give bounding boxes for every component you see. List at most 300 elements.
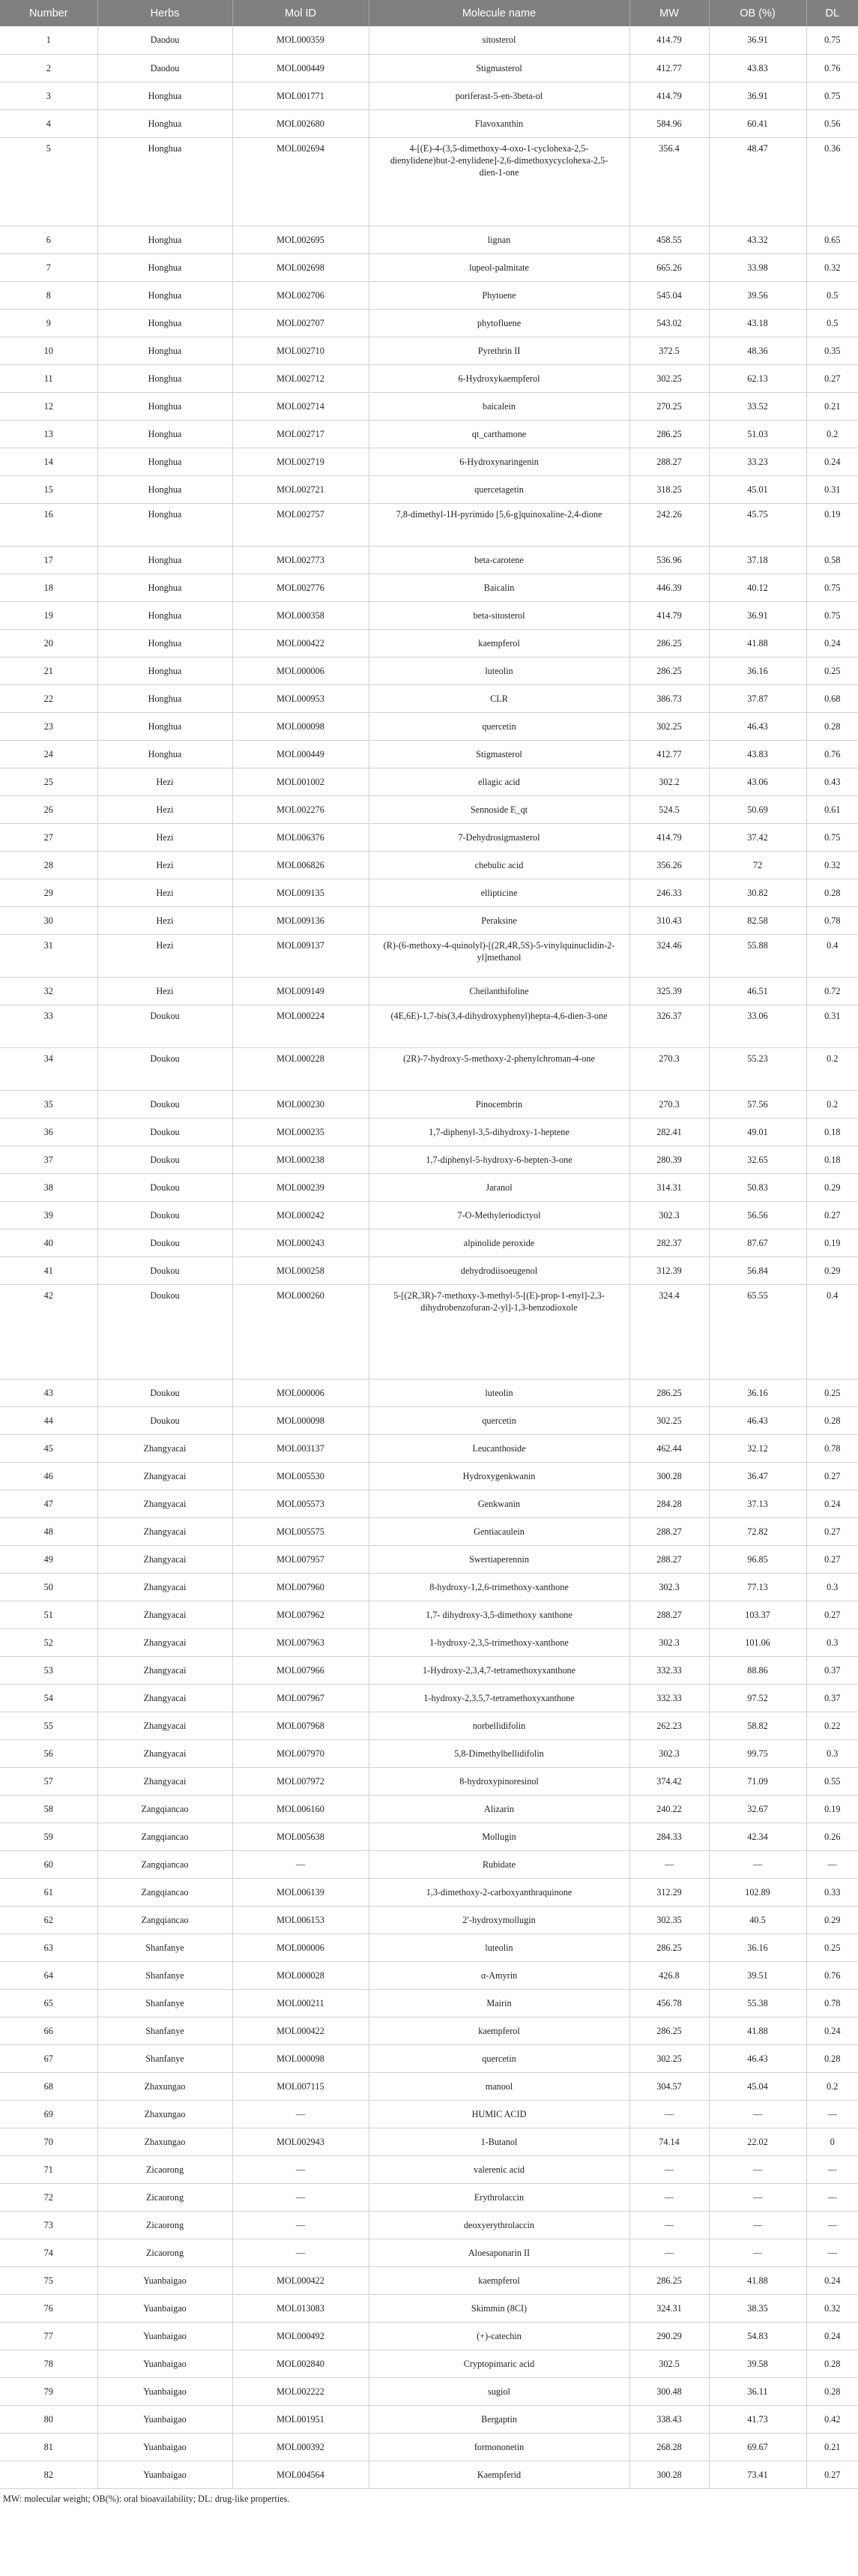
cell-mol-id: MOL002719	[232, 448, 369, 475]
cell-molecule-name: 7-O-Methyleriodictyol	[369, 1201, 629, 1229]
cell-mw: 286.25	[629, 1379, 709, 1406]
cell-molecule-name: 7,8-dimethyl-1H-pyrimido [5,6-g]quinoxaline-2,4-dione	[369, 503, 629, 546]
cell-mw: 302.3	[629, 1739, 709, 1767]
cell-mol-id: MOL009149	[232, 977, 369, 1005]
cell-herb: Zhangyacai	[97, 1517, 232, 1545]
cell-molecule-name: Genkwanin	[369, 1490, 629, 1517]
cell-mol-id: MOL000358	[232, 601, 369, 629]
cell-herb: Hezi	[97, 823, 232, 851]
cell-dl: 0.32	[806, 253, 858, 281]
table-row	[0, 109, 858, 137]
cell-dl: 0.24	[806, 1490, 858, 1517]
cell-molecule-name: quercetin	[369, 712, 629, 740]
cell-mol-id: —	[232, 2183, 369, 2211]
cell-herb: Honghua	[97, 226, 232, 253]
table-row	[0, 226, 858, 253]
cell-mw: 300.28	[629, 1462, 709, 1490]
cell-mw: 338.43	[629, 2405, 709, 2433]
table-row	[0, 2266, 858, 2294]
cell-ob: 33.98	[709, 253, 806, 281]
cell-mw: 288.27	[629, 1545, 709, 1573]
cell-number: 1	[0, 26, 97, 54]
cell-ob: 82.58	[709, 906, 806, 934]
cell-number: 82	[0, 2461, 97, 2488]
table-row	[0, 1090, 858, 1118]
cell-dl: 0.68	[806, 684, 858, 712]
cell-mw: 262.23	[629, 1712, 709, 1739]
cell-herb: Doukou	[97, 1005, 232, 1047]
cell-dl: 0.36	[806, 137, 858, 226]
cell-dl: 0.4	[806, 1284, 858, 1379]
cell-dl: 0	[806, 2128, 858, 2155]
cell-herb: Daodou	[97, 54, 232, 82]
table-row	[0, 2377, 858, 2405]
cell-herb: Yuanbaigao	[97, 2405, 232, 2433]
cell-ob: 38.35	[709, 2294, 806, 2322]
cell-mw: 268.28	[629, 2433, 709, 2461]
cell-dl: 0.29	[806, 1173, 858, 1201]
cell-mol-id: MOL000098	[232, 1406, 369, 1434]
cell-molecule-name: Peraksine	[369, 906, 629, 934]
cell-number: 57	[0, 1767, 97, 1795]
cell-mol-id: MOL006376	[232, 823, 369, 851]
cell-herb: Yuanbaigao	[97, 2322, 232, 2350]
cell-dl: 0.25	[806, 657, 858, 684]
table-row	[0, 1878, 858, 1906]
cell-number: 54	[0, 1684, 97, 1712]
cell-dl: 0.32	[806, 2294, 858, 2322]
header-herb: Herbs	[97, 0, 232, 26]
cell-herb: Doukou	[97, 1284, 232, 1379]
cell-ob: 43.06	[709, 768, 806, 795]
cell-dl: —	[806, 2155, 858, 2183]
cell-herb: Zicaorong	[97, 2155, 232, 2183]
cell-mol-id: MOL000422	[232, 2017, 369, 2044]
cell-number: 33	[0, 1005, 97, 1047]
cell-ob: 30.82	[709, 879, 806, 906]
cell-ob: 39.56	[709, 281, 806, 309]
cell-mol-id: MOL003137	[232, 1434, 369, 1462]
cell-ob: 102.89	[709, 1878, 806, 1906]
cell-dl: 0.75	[806, 574, 858, 601]
cell-herb: Yuanbaigao	[97, 2377, 232, 2405]
cell-molecule-name: 1-Butanol	[369, 2128, 629, 2155]
cell-ob: 43.83	[709, 54, 806, 82]
cell-molecule-name: 5,8-Dimethylbellidifolin	[369, 1739, 629, 1767]
cell-ob: 32.12	[709, 1434, 806, 1462]
cell-ob: 87.67	[709, 1229, 806, 1257]
cell-ob: 41.88	[709, 2017, 806, 2044]
cell-herb: Zhangyacai	[97, 1490, 232, 1517]
table-row	[0, 2350, 858, 2377]
cell-molecule-name: Sennoside E_qt	[369, 795, 629, 823]
cell-mol-id: MOL007972	[232, 1767, 369, 1795]
cell-herb: Honghua	[97, 503, 232, 546]
cell-ob: 41.88	[709, 2266, 806, 2294]
cell-dl: 0.76	[806, 54, 858, 82]
cell-herb: Zhaxungao	[97, 2072, 232, 2100]
cell-molecule-name: 6-Hydroxynaringenin	[369, 448, 629, 475]
cell-herb: Zangqiancao	[97, 1878, 232, 1906]
cell-mol-id: MOL000492	[232, 2322, 369, 2350]
cell-molecule-name: lignan	[369, 226, 629, 253]
cell-mw: 302.2	[629, 768, 709, 795]
cell-ob: 32.67	[709, 1795, 806, 1823]
cell-mol-id: MOL002714	[232, 392, 369, 420]
table-row	[0, 26, 858, 54]
cell-ob: 43.32	[709, 226, 806, 253]
cell-mw: 74.14	[629, 2128, 709, 2155]
cell-herb: Honghua	[97, 109, 232, 137]
cell-mw: 270.25	[629, 392, 709, 420]
cell-dl: 0.2	[806, 420, 858, 448]
cell-mw: 386.73	[629, 684, 709, 712]
cell-mol-id: MOL013083	[232, 2294, 369, 2322]
cell-mol-id: MOL001771	[232, 82, 369, 109]
cell-herb: Doukou	[97, 1201, 232, 1229]
table-row	[0, 795, 858, 823]
cell-molecule-name: Jaranol	[369, 1173, 629, 1201]
cell-ob: 72.82	[709, 1517, 806, 1545]
cell-herb: Zhangyacai	[97, 1601, 232, 1628]
cell-ob: 56.56	[709, 1201, 806, 1229]
cell-herb: Hezi	[97, 977, 232, 1005]
table-row	[0, 1257, 858, 1284]
cell-number: 72	[0, 2183, 97, 2211]
cell-molecule-name: 1,7-diphenyl-5-hydroxy-6-hepten-3-one	[369, 1146, 629, 1173]
cell-herb: Shanfanye	[97, 1933, 232, 1961]
cell-mol-id: MOL009135	[232, 879, 369, 906]
cell-mw: 240.22	[629, 1795, 709, 1823]
cell-mol-id: MOL000242	[232, 1201, 369, 1229]
cell-mw: 414.79	[629, 601, 709, 629]
cell-mol-id: MOL005573	[232, 1490, 369, 1517]
cell-herb: Zhangyacai	[97, 1767, 232, 1795]
cell-mw: 300.48	[629, 2377, 709, 2405]
cell-number: 36	[0, 1118, 97, 1146]
cell-herb: Hezi	[97, 934, 232, 977]
cell-molecule-name: 6-Hydroxykaempferol	[369, 364, 629, 392]
table-row	[0, 1850, 858, 1878]
cell-molecule-name: sugiol	[369, 2377, 629, 2405]
cell-mw: 414.79	[629, 82, 709, 109]
cell-number: 35	[0, 1090, 97, 1118]
cell-dl: 0.5	[806, 281, 858, 309]
cell-molecule-name: Cheilanthifoline	[369, 977, 629, 1005]
cell-mw: 302.25	[629, 2044, 709, 2072]
cell-mw: 302.25	[629, 712, 709, 740]
cell-mol-id: MOL001951	[232, 2405, 369, 2433]
cell-ob: 71.09	[709, 1767, 806, 1795]
cell-number: 52	[0, 1628, 97, 1656]
cell-ob: 36.91	[709, 82, 806, 109]
cell-mol-id: MOL006826	[232, 851, 369, 879]
cell-mol-id: MOL002943	[232, 2128, 369, 2155]
table-row	[0, 977, 858, 1005]
table-row	[0, 1406, 858, 1434]
cell-molecule-name: quercetin	[369, 2044, 629, 2072]
cell-mol-id: MOL000258	[232, 1257, 369, 1284]
table-row	[0, 546, 858, 574]
cell-molecule-name: Pyrethrin II	[369, 337, 629, 364]
cell-dl: 0.31	[806, 475, 858, 503]
cell-mw: —	[629, 2155, 709, 2183]
cell-mw: 284.28	[629, 1490, 709, 1517]
cell-herb: Honghua	[97, 657, 232, 684]
table-row	[0, 2128, 858, 2155]
cell-molecule-name: quercetin	[369, 1406, 629, 1434]
cell-mol-id: MOL000235	[232, 1118, 369, 1146]
cell-dl: 0.75	[806, 601, 858, 629]
cell-ob: 62.13	[709, 364, 806, 392]
cell-number: 4	[0, 109, 97, 137]
table-row	[0, 1462, 858, 1490]
cell-molecule-name: 1-hydroxy-2,3,5,7-tetramethoxyxanthone	[369, 1684, 629, 1712]
cell-number: 13	[0, 420, 97, 448]
cell-mw: 302.3	[629, 1201, 709, 1229]
cell-dl: —	[806, 1850, 858, 1878]
cell-number: 50	[0, 1573, 97, 1601]
table-row	[0, 2183, 858, 2211]
cell-ob: 58.82	[709, 1712, 806, 1739]
cell-dl: 0.24	[806, 629, 858, 657]
table-row	[0, 823, 858, 851]
cell-mw: 302.3	[629, 1628, 709, 1656]
cell-molecule-name: Hydroxygenkwanin	[369, 1462, 629, 1490]
cell-dl: 0.18	[806, 1118, 858, 1146]
table-row	[0, 1229, 858, 1257]
cell-mw: 446.39	[629, 574, 709, 601]
cell-number: 24	[0, 740, 97, 768]
cell-number: 11	[0, 364, 97, 392]
cell-ob: 54.83	[709, 2322, 806, 2350]
cell-herb: Zhangyacai	[97, 1739, 232, 1767]
cell-herb: Zhaxungao	[97, 2100, 232, 2128]
cell-mol-id: MOL005530	[232, 1462, 369, 1490]
cell-herb: Zhangyacai	[97, 1628, 232, 1656]
header-row	[0, 0, 858, 26]
cell-herb: Zangqiancao	[97, 1906, 232, 1933]
cell-ob: 22.02	[709, 2128, 806, 2155]
cell-dl: —	[806, 2183, 858, 2211]
cell-dl: 0.27	[806, 2461, 858, 2488]
cell-ob: 40.5	[709, 1906, 806, 1933]
cell-number: 32	[0, 977, 97, 1005]
table-row	[0, 1545, 858, 1573]
cell-number: 40	[0, 1229, 97, 1257]
cell-mol-id: MOL007968	[232, 1712, 369, 1739]
cell-ob: 65.55	[709, 1284, 806, 1379]
cell-molecule-name: CLR	[369, 684, 629, 712]
cell-mol-id: MOL005575	[232, 1517, 369, 1545]
cell-mol-id: MOL000224	[232, 1005, 369, 1047]
cell-herb: Honghua	[97, 137, 232, 226]
cell-dl: 0.55	[806, 1767, 858, 1795]
cell-mol-id: MOL004564	[232, 2461, 369, 2488]
cell-dl: 0.25	[806, 1379, 858, 1406]
cell-number: 56	[0, 1739, 97, 1767]
cell-herb: Doukou	[97, 1406, 232, 1434]
cell-number: 55	[0, 1712, 97, 1739]
cell-mol-id: MOL000006	[232, 657, 369, 684]
cell-mw: 314.31	[629, 1173, 709, 1201]
cell-molecule-name: Stigmasterol	[369, 740, 629, 768]
cell-mol-id: MOL002695	[232, 226, 369, 253]
cell-mw: —	[629, 1850, 709, 1878]
cell-herb: Honghua	[97, 420, 232, 448]
table-row	[0, 1823, 858, 1850]
cell-number: 71	[0, 2155, 97, 2183]
cell-number: 63	[0, 1933, 97, 1961]
cell-herb: Zangqiancao	[97, 1823, 232, 1850]
cell-mol-id: MOL002757	[232, 503, 369, 546]
cell-mol-id: MOL000449	[232, 740, 369, 768]
cell-number: 43	[0, 1379, 97, 1406]
cell-molecule-name: quercetagetin	[369, 475, 629, 503]
cell-mol-id: —	[232, 2155, 369, 2183]
cell-dl: 0.43	[806, 768, 858, 795]
cell-mol-id: —	[232, 1850, 369, 1878]
cell-molecule-name: kaempferol	[369, 629, 629, 657]
cell-ob: 41.88	[709, 629, 806, 657]
cell-herb: Yuanbaigao	[97, 2266, 232, 2294]
cell-mol-id: MOL000359	[232, 26, 369, 54]
cell-molecule-name: (4E,6E)-1,7-bis(3,4-dihydroxyphenyl)hepta-4,6-dien-3-one	[369, 1005, 629, 1047]
cell-molecule-name: deoxyerythrolaccin	[369, 2211, 629, 2239]
cell-mol-id: MOL000953	[232, 684, 369, 712]
cell-mw: 270.3	[629, 1090, 709, 1118]
cell-mol-id: MOL007970	[232, 1739, 369, 1767]
cell-mol-id: MOL000243	[232, 1229, 369, 1257]
table-row	[0, 601, 858, 629]
table-row	[0, 503, 858, 546]
cell-herb: Honghua	[97, 601, 232, 629]
table-row	[0, 1517, 858, 1545]
table-row	[0, 879, 858, 906]
cell-mol-id: MOL005638	[232, 1823, 369, 1850]
cell-dl: 0.75	[806, 26, 858, 54]
cell-number: 9	[0, 309, 97, 337]
cell-ob: 36.47	[709, 1462, 806, 1490]
cell-mw: 356.4	[629, 137, 709, 226]
cell-herb: Honghua	[97, 281, 232, 309]
cell-molecule-name: kaempferol	[369, 2266, 629, 2294]
cell-number: 19	[0, 601, 97, 629]
cell-dl: 0.28	[806, 1406, 858, 1434]
table-header	[0, 0, 858, 26]
cell-molecule-name: sitosterol	[369, 26, 629, 54]
cell-number: 2	[0, 54, 97, 82]
cell-ob: 33.52	[709, 392, 806, 420]
cell-dl: 0.78	[806, 1434, 858, 1462]
cell-herb: Doukou	[97, 1118, 232, 1146]
cell-mw: 286.25	[629, 420, 709, 448]
cell-ob: 43.18	[709, 309, 806, 337]
cell-molecule-name: Mairin	[369, 1989, 629, 2017]
header-number: Number	[0, 0, 97, 26]
cell-mol-id: MOL006160	[232, 1795, 369, 1823]
table-row	[0, 1739, 858, 1767]
cell-mol-id: MOL000238	[232, 1146, 369, 1173]
cell-herb: Hezi	[97, 768, 232, 795]
cell-mw: 282.37	[629, 1229, 709, 1257]
table-row	[0, 2405, 858, 2433]
cell-ob: 88.86	[709, 1656, 806, 1684]
cell-mol-id: MOL002706	[232, 281, 369, 309]
cell-dl: 0.27	[806, 1462, 858, 1490]
cell-dl: 0.29	[806, 1257, 858, 1284]
table-row	[0, 851, 858, 879]
cell-dl: —	[806, 2239, 858, 2266]
cell-herb: Doukou	[97, 1090, 232, 1118]
cell-mw: 324.31	[629, 2294, 709, 2322]
cell-mol-id: MOL000006	[232, 1379, 369, 1406]
cell-dl: 0.37	[806, 1656, 858, 1684]
cell-number: 53	[0, 1656, 97, 1684]
cell-ob: 46.43	[709, 2044, 806, 2072]
cell-number: 61	[0, 1878, 97, 1906]
cell-dl: 0.22	[806, 1712, 858, 1739]
cell-molecule-name: luteolin	[369, 657, 629, 684]
cell-dl: 0.18	[806, 1146, 858, 1173]
cell-molecule-name: Flavoxanthin	[369, 109, 629, 137]
cell-mw: 302.25	[629, 1406, 709, 1434]
cell-molecule-name: poriferast-5-en-3beta-ol	[369, 82, 629, 109]
table-row	[0, 1933, 858, 1961]
cell-molecule-name: Bergaptin	[369, 2405, 629, 2433]
cell-molecule-name: Mollugin	[369, 1823, 629, 1850]
cell-molecule-name: 4-[(E)-4-(3,5-dimethoxy-4-oxo-1-cyclohexa-2,5-dienylidene)but-2-enylidene]-2,6-dimethoxycyclohexa-2,5-dien-1-one	[369, 137, 629, 226]
header-dl: DL	[806, 0, 858, 26]
cell-dl: 0.32	[806, 851, 858, 879]
cell-mol-id: MOL002773	[232, 546, 369, 574]
cell-dl: 0.3	[806, 1628, 858, 1656]
table-row	[0, 906, 858, 934]
cell-dl: 0.24	[806, 2266, 858, 2294]
cell-number: 25	[0, 768, 97, 795]
cell-mol-id: MOL000392	[232, 2433, 369, 2461]
cell-number: 18	[0, 574, 97, 601]
cell-mw: 412.77	[629, 54, 709, 82]
cell-herb: Doukou	[97, 1047, 232, 1090]
table-row	[0, 1146, 858, 1173]
table-row	[0, 2072, 858, 2100]
cell-mol-id: —	[232, 2239, 369, 2266]
cell-herb: Honghua	[97, 392, 232, 420]
cell-mw: 282.41	[629, 1118, 709, 1146]
cell-number: 47	[0, 1490, 97, 1517]
cell-molecule-name: Phytoene	[369, 281, 629, 309]
cell-ob: 37.13	[709, 1490, 806, 1517]
cell-herb: Yuanbaigao	[97, 2461, 232, 2488]
cell-number: 17	[0, 546, 97, 574]
cell-number: 69	[0, 2100, 97, 2128]
cell-number: 26	[0, 795, 97, 823]
cell-molecule-name: luteolin	[369, 1933, 629, 1961]
table-row	[0, 1628, 858, 1656]
cell-mol-id: MOL001002	[232, 768, 369, 795]
cell-herb: Honghua	[97, 337, 232, 364]
cell-dl: 0.19	[806, 1229, 858, 1257]
cell-dl: 0.27	[806, 1545, 858, 1573]
cell-dl: 0.24	[806, 448, 858, 475]
cell-number: 3	[0, 82, 97, 109]
cell-herb: Shanfanye	[97, 2017, 232, 2044]
cell-number: 34	[0, 1047, 97, 1090]
cell-mw: 462.44	[629, 1434, 709, 1462]
cell-dl: 0.61	[806, 795, 858, 823]
cell-molecule-name: Pinocembrin	[369, 1090, 629, 1118]
